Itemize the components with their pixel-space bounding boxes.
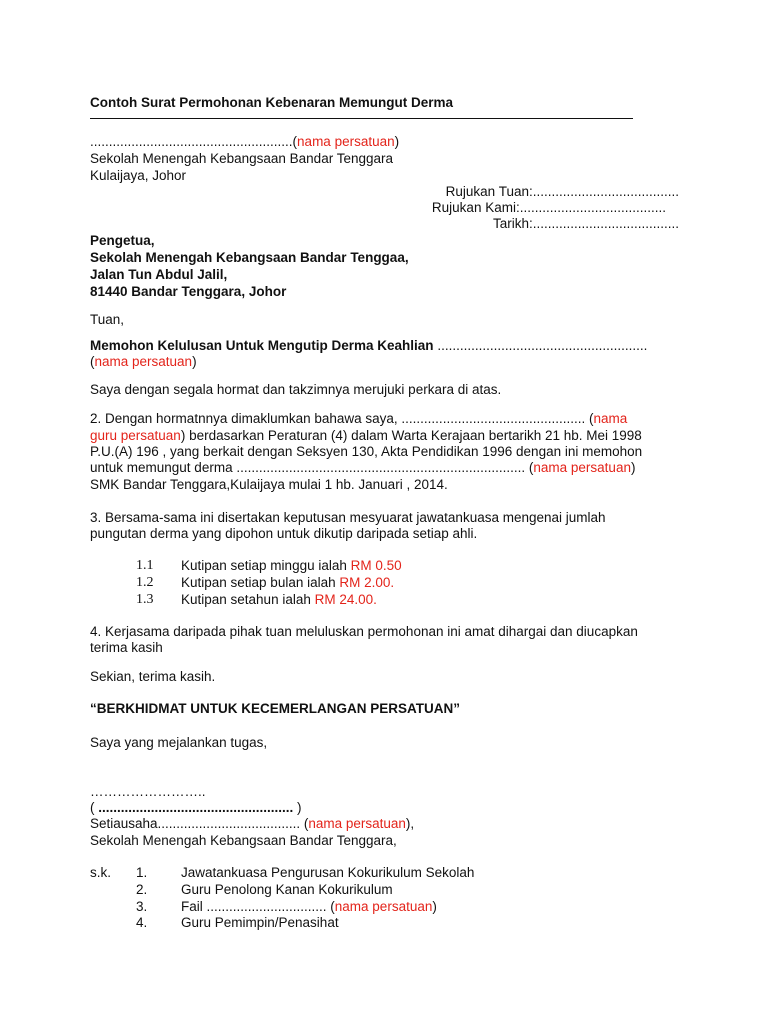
paragraph-1: Saya dengan segala hormat dan takzimnya merujuki perkara di atas. xyxy=(90,382,502,397)
salutation: Tuan, xyxy=(90,312,125,327)
ref-tuan: Rujukan Tuan:....................................... xyxy=(445,184,679,199)
signatory-paren-open: ( xyxy=(90,800,99,815)
fee-item xyxy=(181,574,394,591)
teacher-note-a: nama xyxy=(593,411,628,426)
letter-title: Contoh Surat Permohonan Kebenaran Memungut Derma xyxy=(90,95,454,110)
paragraph-2-line-4 xyxy=(90,459,635,476)
subject-text: Memohon Kelulusan Untuk Mengutip Derma Keahlian xyxy=(90,338,434,353)
fee-item-number: 1.3 xyxy=(136,592,154,607)
fee-item-number: 1.2 xyxy=(136,575,154,590)
paragraph-2-line-3: P.U.(A) 196 , yang berkait dengan Seksyen 130, Akta Pendidikan 1996 dengan ini memohon xyxy=(90,444,643,459)
paragraph-2-line-2 xyxy=(90,427,642,444)
fee-item-amount: RM 24.00. xyxy=(314,592,377,607)
paragraph-2-line-5: SMK Bandar Tenggara,Kulaijaya mulai 1 hb. Januari , 2014. xyxy=(90,477,448,492)
cc-label: s.k. xyxy=(90,865,112,880)
cc-item-file xyxy=(181,898,437,915)
cc-item-text: Fail ................................ ( xyxy=(181,899,335,914)
fee-item xyxy=(181,557,402,574)
subject-dots: ........................................................ xyxy=(437,338,648,353)
paragraph-4-line-1: 4. Kerjasama daripada pihak tuan meluluskan permohonan ini amat dihargai dan diucapkan xyxy=(90,624,638,639)
paragraph-2-line-1 xyxy=(90,410,627,427)
paragraph-2-line-2-text: ) berdasarkan Peraturan (4) dalam Warta Kerajaan bertarikh 21 hb. Mei 1998 xyxy=(180,428,642,443)
cc-item-text: Jawatankuasa Pengurusan Kokurikulum Sekolah xyxy=(181,865,475,880)
cc-item-number: 3. xyxy=(136,899,148,914)
motto: “BERKHIDMAT UNTUK KECEMERLANGAN PERSATUAN” xyxy=(90,701,460,716)
subject-note: nama persatuan xyxy=(94,354,193,369)
fee-item-number: 1.1 xyxy=(136,558,154,573)
sender-name-note: nama persatuan xyxy=(297,134,395,149)
paragraph-4-line-2: terima kasih xyxy=(90,640,163,655)
signature-dots: …………………….. xyxy=(90,784,206,799)
signatory-school: Sekolah Menengah Kebangsaan Bandar Tenggara, xyxy=(90,833,397,848)
signatory-title-end: ), xyxy=(405,816,415,831)
title-underline xyxy=(90,118,633,119)
cc-item-number: 4. xyxy=(136,915,148,930)
sender-name-line: ......................................................(nama persatuan) xyxy=(90,134,400,149)
cc-item-text: Guru Penolong Kanan Kokurikulum xyxy=(181,882,393,897)
fee-item xyxy=(181,591,377,608)
association-note: nama persatuan xyxy=(533,460,631,475)
recipient-line-4: 81440 Bandar Tenggara, Johor xyxy=(90,284,287,299)
recipient-line-3: Jalan Tun Abdul Jalil, xyxy=(90,267,228,282)
cc-item-text: Guru Pemimpin/Penasihat xyxy=(181,915,339,930)
subject-note-line: (nama persatuan) xyxy=(90,354,197,369)
sender-city: Kulaijaya, Johor xyxy=(90,168,187,183)
paragraph-3-line-2: pungutan derma yang dipohon untuk dikutip daripada setiap ahli. xyxy=(90,526,478,541)
paragraph-2-line-4-end: ) xyxy=(630,460,636,475)
signatory-title xyxy=(90,815,414,832)
signatory-paren-close: ) xyxy=(293,800,302,815)
sender-dots: ...................................................... xyxy=(90,134,293,149)
fee-item-amount: RM 2.00. xyxy=(339,575,395,590)
fee-item-text: Kutipan setiap bulan ialah xyxy=(181,575,340,590)
cc-item-number: 1. xyxy=(136,865,148,880)
signatory-name-dots: .................................................... xyxy=(98,800,294,815)
subject-line xyxy=(90,337,647,354)
signoff: Saya yang mejalankan tugas, xyxy=(90,735,268,750)
signatory-name xyxy=(90,799,302,816)
signatory-title-text: Setiausaha...................................... ( xyxy=(90,816,309,831)
sender-school: Sekolah Menengah Kebangsaan Bandar Tenggara xyxy=(90,151,393,166)
fee-item-text: Kutipan setahun ialah xyxy=(181,592,315,607)
fee-item-text: Kutipan setiap minggu ialah xyxy=(181,558,351,573)
cc-item-end: ) xyxy=(432,899,437,914)
paragraph-3-line-1: 3. Bersama-sama ini disertakan keputusan mesyuarat jawatankuasa mengenai jumlah xyxy=(90,510,606,525)
cc-item-number: 2. xyxy=(136,882,148,897)
ref-date: Tarikh:....................................... xyxy=(492,216,679,231)
closing: Sekian, terima kasih. xyxy=(90,669,216,684)
recipient-line-1: Pengetua, xyxy=(90,233,155,248)
paragraph-2-line-4-text: untuk memungut derma ............................................................................. ( xyxy=(90,460,534,475)
signatory-association-note: nama persatuan xyxy=(308,816,406,831)
teacher-note-b: guru persatuan xyxy=(90,428,181,443)
recipient-line-2: Sekolah Menengah Kebangsaan Bandar Tenggaa, xyxy=(90,250,409,265)
fee-item-amount: RM 0.50 xyxy=(350,558,402,573)
cc-item-note: nama persatuan xyxy=(334,899,433,914)
paragraph-2-line-1-text: 2. Dengan hormatnnya dimaklumkan bahawa saya, ................................................. ( xyxy=(90,411,594,426)
ref-kami: Rujukan Kami:....................................... xyxy=(431,200,666,215)
